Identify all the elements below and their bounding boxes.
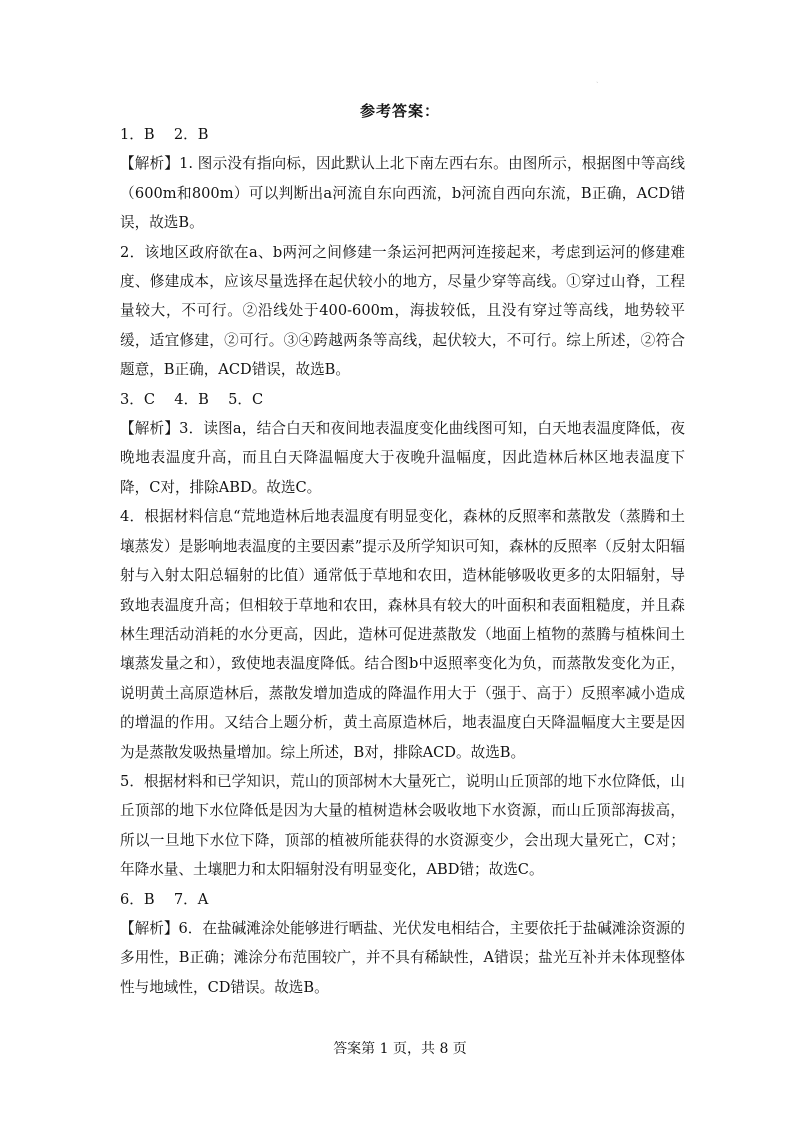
page-title: 参考答案： [359,102,440,120]
analysis-q3: 【解析】3．读图a，结合白天和夜间地表温度变化曲线图可知，白天地表温度降低，夜晚地表温度升高，而且白天降温幅度大于夜晚升温幅度，因此造林后林区地表温度下降，C对，排除ABD。故选C。 [120,420,685,496]
analysis-q5: 5．根据材料和已学知识，荒山的顶部树木大量死亡，说明山丘顶部的地下水位降低，山丘顶部的地下水位降低是因为大量的植树造林会吸收地下水资源，而山丘顶部海拔高，所以一旦地下水位下降，顶部的植被所能获得的水资源变少，会出现大量死亡，C对；年降水量、土壤肥力和太阳辐射没有明显变化，ABD错；故选C。 [120,772,685,879]
page-footer: 答案第 1 页，共 8 页 [333,1041,467,1057]
analysis-q4: 4．根据材料信息“荒地造林后地表温度有明显变化，森林的反照率和蒸散发（蒸腾和土壤蒸发）是影响地表温度的主要因素”提示及所学知识可知，森林的反照率（反射太阳辐射与入射太阳总辐射的比值）通常低于草地和农田，造林能够吸收更多的太阳辐射，导致地表温度升高；但相较于草地和农田，森林具有较大的叶面积和表面粗糙度，并且森林生理活动消耗的水分更高，因此，造林可促进蒸散发（地面上植物的蒸腾与植株间土壤蒸发量之和），致使地表温度降低。结合图b中返照率变化为负，而蒸散发变化为正，说明黄土高原造林后，蒸散发增加造成的降温作用大于（强于、高于）反照率减小造成的增温的作用。又结合上题分析，黄土高原造林后，地表温度白天降温幅度大主要是因为是蒸散发吸热量增加。综上所述，B对，排除ACD。故选B。 [120,508,685,761]
corner-mark: ` [596,82,599,89]
answer-line-1-2: 1．B 2．B [120,126,209,143]
analysis-q2: 2．该地区政府欲在a、b两河之间修建一条运河把两河连接起来，考虑到运河的修建难度、修建成本，应该尽量选择在起伏较小的地方，尽量少穿等高线。①穿过山脊，工程量较大，不可行。②沿线处于400-600m，海拔较低，且没有穿过等高线，地势较平缓，适宜修建，②可行。③④跨越两条等高线，起伏较大，不可行。综上所述，②符合题意，B正确，ACD错误，故选B。 [120,243,685,379]
answer-line-6-7: 6．B 7．A [120,890,209,908]
analysis-q6: 【解析】6．在盐碱滩涂处能够进行晒盐、光伏发电相结合，主要依托于盐碱滩涂资源的多用性，B正确；滩涂分布范围较广，并不具有稀缺性，A错误；盐光互补并未体现整体性与地域性，CD错误。故选B。 [120,919,685,996]
answer-content [120,120,685,1002]
analysis-q1: 【解析】1. 图示没有指向标，因此默认上北下南左西右东。由图所示，根据图中等高线（600m和800m）可以判断出a河流自东向西流，b河流自西向东流，B正确，ACD错误，故选B。 [120,155,685,232]
answer-line-3-5: 3．C 4．B 5．C [120,390,264,408]
